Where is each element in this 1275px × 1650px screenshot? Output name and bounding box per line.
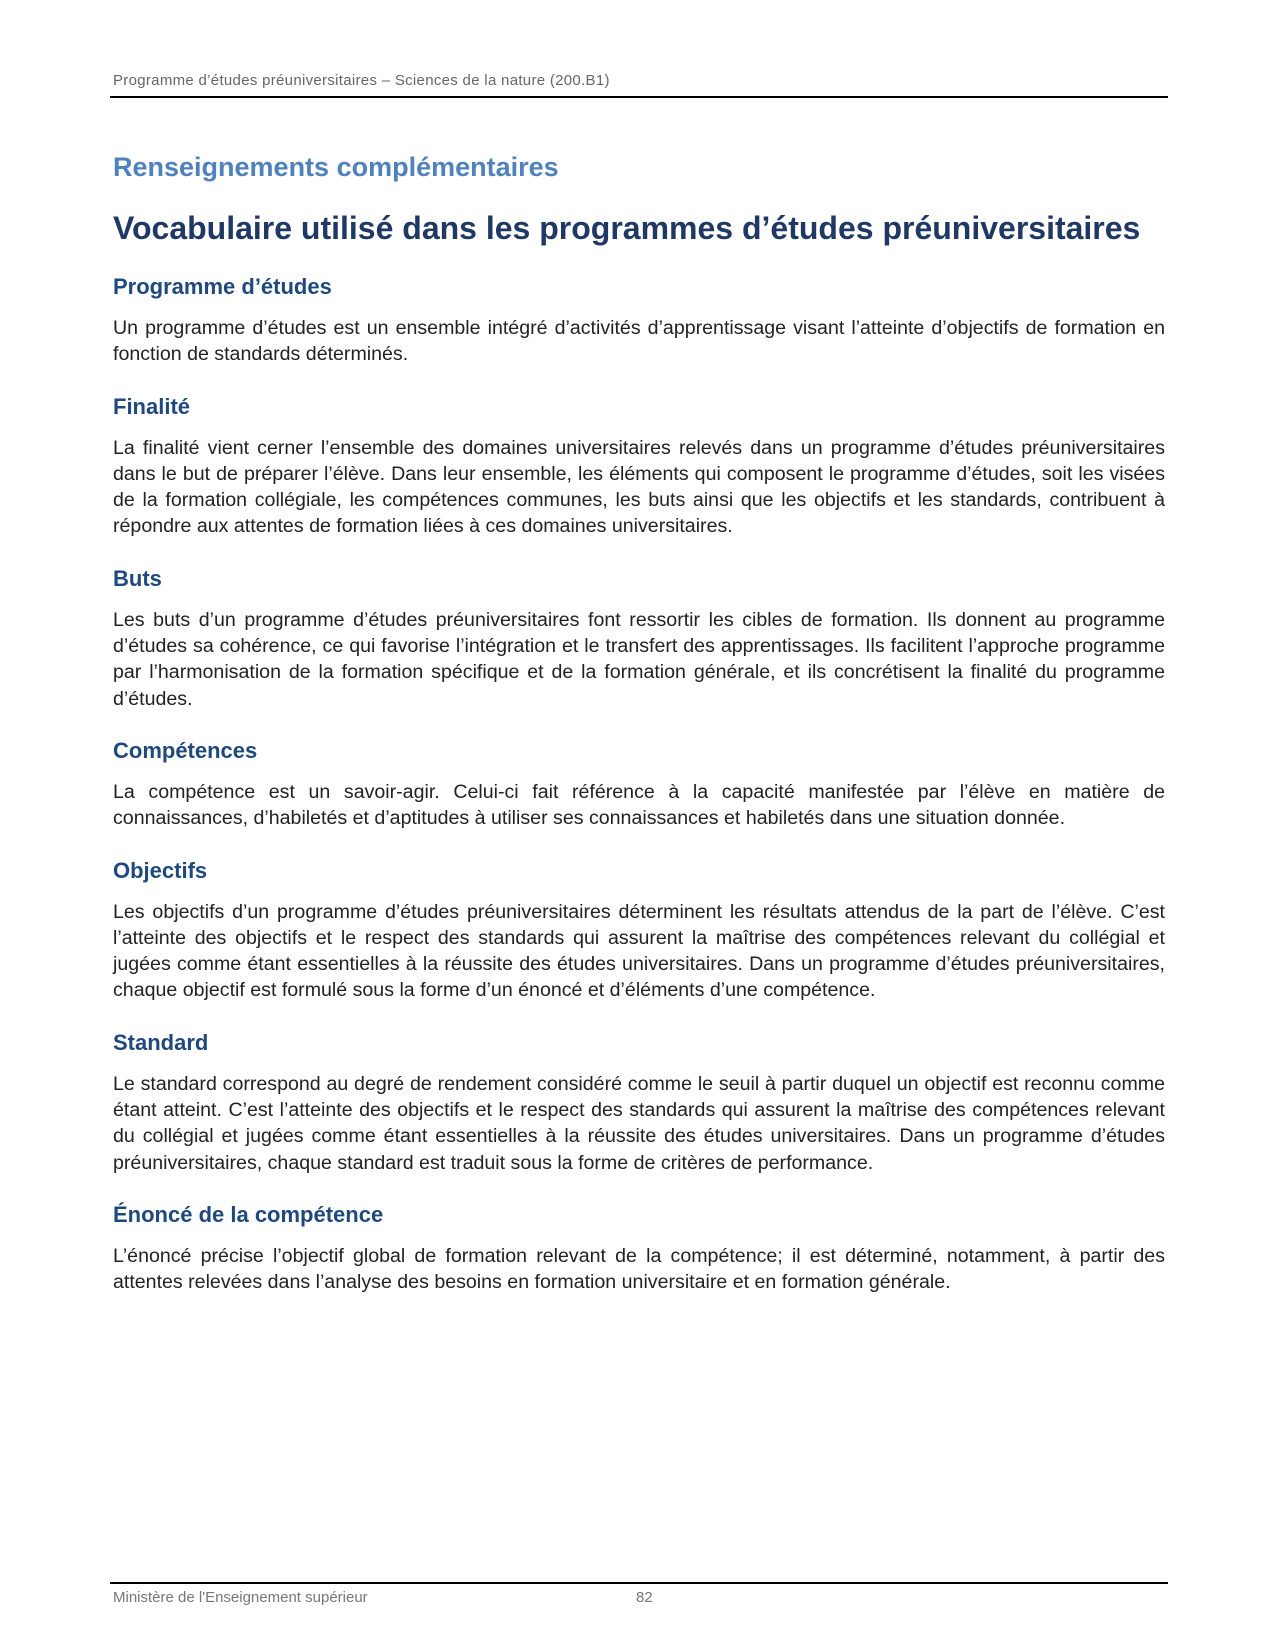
running-header: Programme d’études préuniversitaires – Sciences de la nature (200.B1) [113,72,610,89]
page-number: 82 [636,1589,653,1606]
term-heading: Standard [113,1029,209,1055]
footer-publisher: Ministère de l'Enseignement supérieur [113,1589,368,1606]
term-definition: Un programme d’études est un ensemble intégré d’activités d’apprentissage visant l’atteinte d’objectifs de formation en fonction de standards déterminés. [113,317,1165,366]
term-definition: Les buts d’un programme d’études préuniversitaires font ressortir les cibles de formation. Ils donnent au programme d’études sa cohérence, ce qui favorise l’intégration et le transfert des apprentissages. Ils facilitent l’approche programme par l’harmonisation de la formation spécifique et de la formation générale, et ils concrétisent la finalité du programme d’études. [113,608,1165,710]
page-content [113,150,1165,1296]
term-definition: L’énoncé précise l’objectif global de formation relevant de la compétence; il est déterminé, notamment, à partir des attentes relevées dans l’analyse des besoins en formation universitaire et en formation générale. [113,1244,1165,1294]
page-title: Vocabulaire utilisé dans les programmes d’études préuniversitaires [113,210,1141,246]
term-definition: Le standard correspond au degré de rendement considéré comme le seuil à partir duquel un objectif est reconnu comme étant atteint. C’est l’atteinte des objectifs et le respect des standards qui assurent la maîtrise des compétences relevant du collégial et jugées comme étant essentielles à la réussite des études universitaires. Dans un programme d’études préuniversitaires, chaque standard est traduit sous la forme de critères de performance. [113,1072,1165,1174]
term-definition: Les objectifs d’un programme d’études préuniversitaires déterminent les résultats attendus de la part de l’élève. C’est l’atteinte des objectifs et le respect des standards qui assurent la maîtrise des compétences relevant du collégial et jugées comme étant essentielles à la réussite des études universitaires. Dans un programme d’études préuniversitaires, chaque objectif est formulé sous la forme d’un énoncé et d’éléments d’une compétence. [113,900,1165,1002]
term-heading: Programme d’études [113,274,332,299]
term-definition: La finalité vient cerner l’ensemble des domaines universitaires relevés dans un programme d’études préuniversitaires dans le but de préparer l’élève. Dans leur ensemble, les éléments qui composent le programme d’études, soit les visées de la formation collégiale, les compétences communes, les buts ainsi que les objectifs et les standards, contribuent à répondre aux attentes de formation liées à ces domaines universitaires. [113,436,1165,538]
footer-divider [110,1582,1168,1584]
term-heading: Finalité [113,393,191,419]
term-heading: Énoncé de la compétence [113,1201,384,1227]
section-title: Renseignements complémentaires [113,152,559,182]
term-definition: La compétence est un savoir-agir. Celui-ci fait référence à la capacité manifestée par l’élève en matière de connaissances, d’habiletés et d’aptitudes à utiliser ses connaissances et habiletés dans une situation donnée. [113,780,1165,830]
term-heading: Compétences [113,737,258,763]
term-heading: Objectifs [113,857,208,883]
term-heading: Buts [113,565,162,591]
header-divider [110,96,1168,98]
